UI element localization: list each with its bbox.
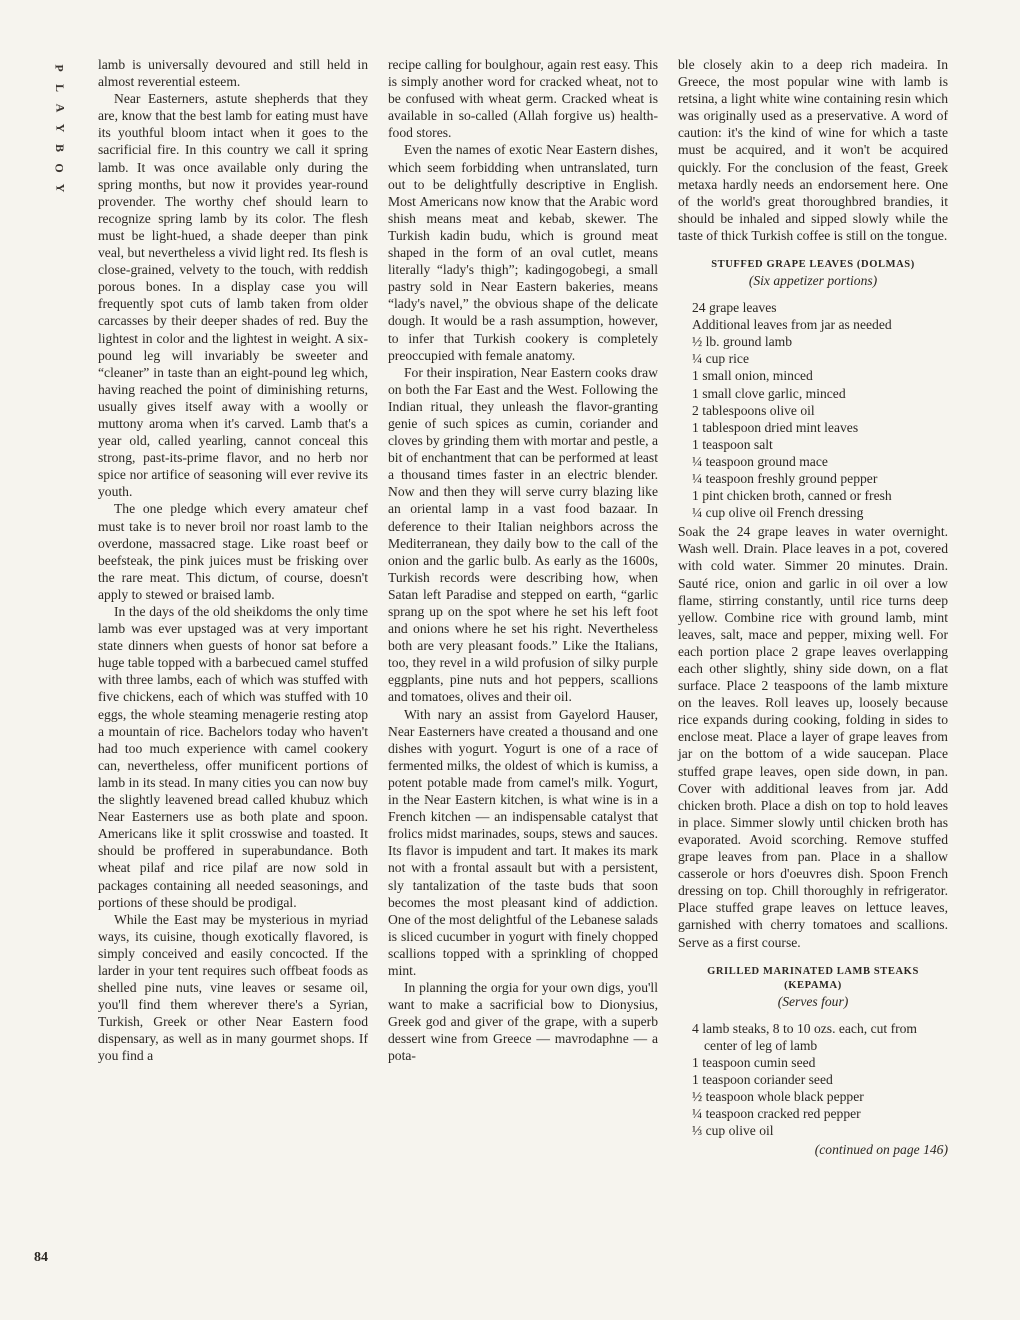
recipe-title: STUFFED GRAPE LEAVES (DOLMAS)	[711, 259, 915, 271]
continued-note: (continued on page 146)	[814, 1142, 948, 1158]
ingredient: ¼ teaspoon cracked red pepper	[692, 1106, 861, 1122]
ingredient-list	[692, 1020, 948, 1140]
column-2	[388, 56, 658, 1065]
sig-letter: B	[52, 143, 67, 153]
ingredient: ½ lb. ground lamb	[692, 334, 793, 350]
ingredient: 2 tablespoons olive oil	[692, 402, 815, 418]
paragraph: While the East may be mysterious in myriad ways, its cuisine, though exotically flavored, is simply conceived and easily concocted. If the larder in your tent requires such offbeat foods as shelled pine nuts, vine leaves or sesame oil, you'll find them wherever there's a Syrian, Turkish, Greek or other Near Eastern food dispensary, as well as in many gourmet shops. If you find a	[98, 911, 368, 1064]
ingredient-list	[692, 299, 948, 521]
paragraph: With nary an assist from Gayelord Hauser, Near Easterners have created a thousand and one dishes with yogurt. Yogurt is one of a race of fermented milks, the oldest of which is kumiss, a potent potable made from camel's milk. Yogurt, in the Near Eastern kitchen, is what wine is in a French kitchen — an indispensable catalyst that frolics midst marinades, soups, stews and sauces. Its flavor is impudent and tart. It makes its mark not with a frontal assault but with a persistent, sly tantalization of the taste buds that soon becomes the most pleasant kind of addiction. One of the most delightful of the Lebanese salads is sliced cucumber in yogurt with finely chopped scallions topped with a sprinkling of chopped mint.	[388, 706, 658, 978]
ingredient: Additional leaves from jar as needed	[692, 317, 892, 333]
ingredient: ½ teaspoon whole black pepper	[692, 1088, 864, 1104]
paragraph: In the days of the old sheikdoms the only time lamb was ever upstaged was at very important state dinners when guests of honor sat before a huge table topped with a barbecued camel stuffed with three lambs, each of which was stuffed with five chickens, each of which was stuffed with 10 eggs, the whole steaming menagerie resting atop a mountain of rice. Bachelors today who haven't had too much experience with camel cookery can, nevertheless, offer munificent portions of lamb in its stead. In many cities you can now buy the slightly leavened bread called khubuz which Near Easterners use as both plate and spoon. Americans like it split crosswise and toasted. It should be proffered in superabundance. Both wheat pilaf and rice pilaf are now sold in packages containing all needed seasonings, and portions of these should be prodigal.	[98, 604, 368, 910]
ingredient: ¼ teaspoon ground mace	[692, 453, 828, 469]
recipe-method: Soak the 24 grape leaves in water overnight. Wash well. Drain. Place leaves in a pot, covered with cold water. Simmer 20 minutes. Drain. Sauté rice, onion and garlic in oil over a low flame, stirring constantly, until rice turns deep yellow. Combine rice with ground lamb, mint leaves, salt, mace and pepper, mixing well. For each portion place 2 grape leaves overlapping each other slightly, shiny side down, on a flat surface. Place 2 teaspoons of the lamb mixture on the leaves. Roll leaves up, loosely because rice expands during cooking, folding in sides to enclose meat. Place a layer of grape leaves from jar on the bottom of a wide saucepan. Place stuffed grape leaves, open side down, in pan. Cover with additional leaves from jar. Add chicken broth. Place a dish on top to hold leaves in place. Simmer slowly until chicken broth has evaporated. Avoid scorching. Remove stuffed grape leaves from pan. Place in a shallow casserole or hors d'oeuvres dish. Spoon French dressing on top. Chill thoroughly in refrigerator. Place stuffed grape leaves on lettuce leaves, garnished with cherry tomatoes and scallions. Serve as a first course.	[678, 524, 948, 950]
sig-letter: Y	[52, 183, 67, 193]
sig-letter: P	[53, 64, 67, 72]
sig-letter: L	[52, 83, 67, 93]
ingredient: ¼ cup rice	[692, 351, 749, 367]
sig-letter: A	[52, 103, 67, 113]
paragraph: recipe calling for boulghour, again rest easy. This is simply another word for cracked wheat, not to be confused with wheat germ. Cracked wheat is available in so-called (Allah forgive us) health-food stores.	[388, 57, 658, 141]
ingredient: 1 pint chicken broth, canned or fresh	[692, 488, 892, 504]
paragraph: ble closely akin to a deep rich madeira. In Greece, the most popular wine with lamb is retsina, a light white wine containing resin which was originally used as a preservative. A word of caution: it's the kind of wine for which a taste must be acquired, and it won't be acquired quickly. For the conclusion of the feast, Greek metaxa hardly needs an endorsement here. One of the world's great thoroughbred brandies, it should be inhaled and sipped slowly while the taste of thick Turkish coffee is still on the tongue.	[678, 57, 948, 243]
ingredient: ¼ teaspoon freshly ground pepper	[692, 470, 878, 486]
ingredient: 1 tablespoon dried mint leaves	[692, 419, 859, 435]
paragraph: Even the names of exotic Near Eastern dishes, which seem forbidding when untranslated, turn out to be delightfully descriptive in English. Most Americans now know that the Arabic word shish means meat and kebab, skewer. The Turkish kadin budu, which is ground meat shaped in the form of an oval cutlet, means literally “lady's thigh”; kadingogobegi, a small pastry sold in Near Eastern bakeries, means “lady's navel,” the obvious shape of the delicate dough. It would be a rash assumption, however, to infer that Turkish cookery is completely preoccupied with female anatomy.	[388, 142, 658, 363]
ingredient: 24 grape leaves	[692, 300, 777, 316]
sig-letter: O	[53, 163, 67, 173]
paragraph: The one pledge which every amateur chef must take is to never broil nor roast lamb to the overdone, massacred stage. Like roast beef or beefsteak, the pink juices must be frisking over the rare meat. This dictum, of course, doesn't apply to stewed or braised lamb.	[98, 501, 368, 602]
magazine-signature	[50, 58, 70, 198]
ingredient: ¼ cup olive oil French dressing	[692, 505, 864, 521]
ingredient: 1 small onion, minced	[692, 368, 813, 384]
column-3	[678, 56, 948, 1158]
ingredient: 1 teaspoon cumin seed	[692, 1054, 816, 1070]
recipe-serves: (Six appetizer portions)	[748, 273, 878, 289]
ingredient: 1 teaspoon coriander seed	[692, 1071, 833, 1087]
ingredient: 4 lamb steaks, 8 to 10 ozs. each, cut from center of leg of lamb	[692, 1020, 917, 1053]
column-1	[98, 56, 368, 1065]
ingredient: 1 small clove garlic, minced	[692, 385, 846, 401]
paragraph: lamb is universally devoured and still held in almost reverential esteem.	[98, 57, 368, 90]
page-number: 84	[34, 1250, 48, 1265]
paragraph: For their inspiration, Near Eastern cooks draw on both the Far East and the West. Following the Indian ritual, they unleash the flavor-granting genie of such spices as cumin, coriander and cloves by grinding them with mortar and pestle, a bit of enchantment that can be performed at least a thousand times faster in an electric blender. Now and then they will serve curry blazing like an oriental lamp in a vast food bazaar. In deference to their Italian neighbors across the Mediterranean, they daily bow to the call of the onion and the garlic bulb. As early as the 1600s, Turkish records were describing how, when Satan left Paradise and stepped on earth, “garlic sprang up on the spot where he set his left foot and onions where he set his right. Nevertheless both are very pleasant foods.” Like the Italians, too, they revel in a wild profusion of silky purple eggplants, pine nuts and hot peppers, scallions and tomatoes, olives and their oil.	[388, 364, 658, 705]
sig-letter: Y	[52, 123, 67, 133]
recipe-serves: (Serves four)	[777, 993, 849, 1009]
paragraph: In planning the orgia for your own digs, you'll want to make a sacrificial bow to Dionysius, Greek god and giver of the grape, with a superb dessert wine from Greece — mavrodaphne — a pota-	[388, 980, 658, 1064]
ingredient: ⅓ cup olive oil	[692, 1123, 774, 1139]
recipe-title: GRILLED MARINATED LAMB STEAKS (KEPAMA)	[707, 965, 919, 991]
ingredient: 1 teaspoon salt	[692, 436, 773, 452]
paragraph: Near Easterners, astute shepherds that they are, know that the best lamb for eating must have its youthful bloom intact when it goes to the sacrificial fire. In this country we call it spring lamb. It was once available only during the spring months, but now it provides year-round provender. The worthy chef should learn to recognize spring lamb by its color. The flesh must be light-hued, a shade deeper than pink veal, but nevertheless a vivid light red. Its flesh is close-grained, velvety to the touch, with reddish porous bones. In a display case you will frequently spot cuts of lamb taken from older carcasses by their deeper shades of red. Buy the lightest in color and the lightest in weight. A six-pound leg will invariably be sweeter and “cleaner” in taste than an eight-pound leg which, having reached the point of diminishing returns, usually gives itself away with a woolly or muttony aroma when it's carved. Lamb that's a year old, called yearling, cannot conceal this strong, past-its-prime flavor, and no herb nor spice nor artifice of seasoning will ever revive its youth.	[98, 91, 368, 500]
